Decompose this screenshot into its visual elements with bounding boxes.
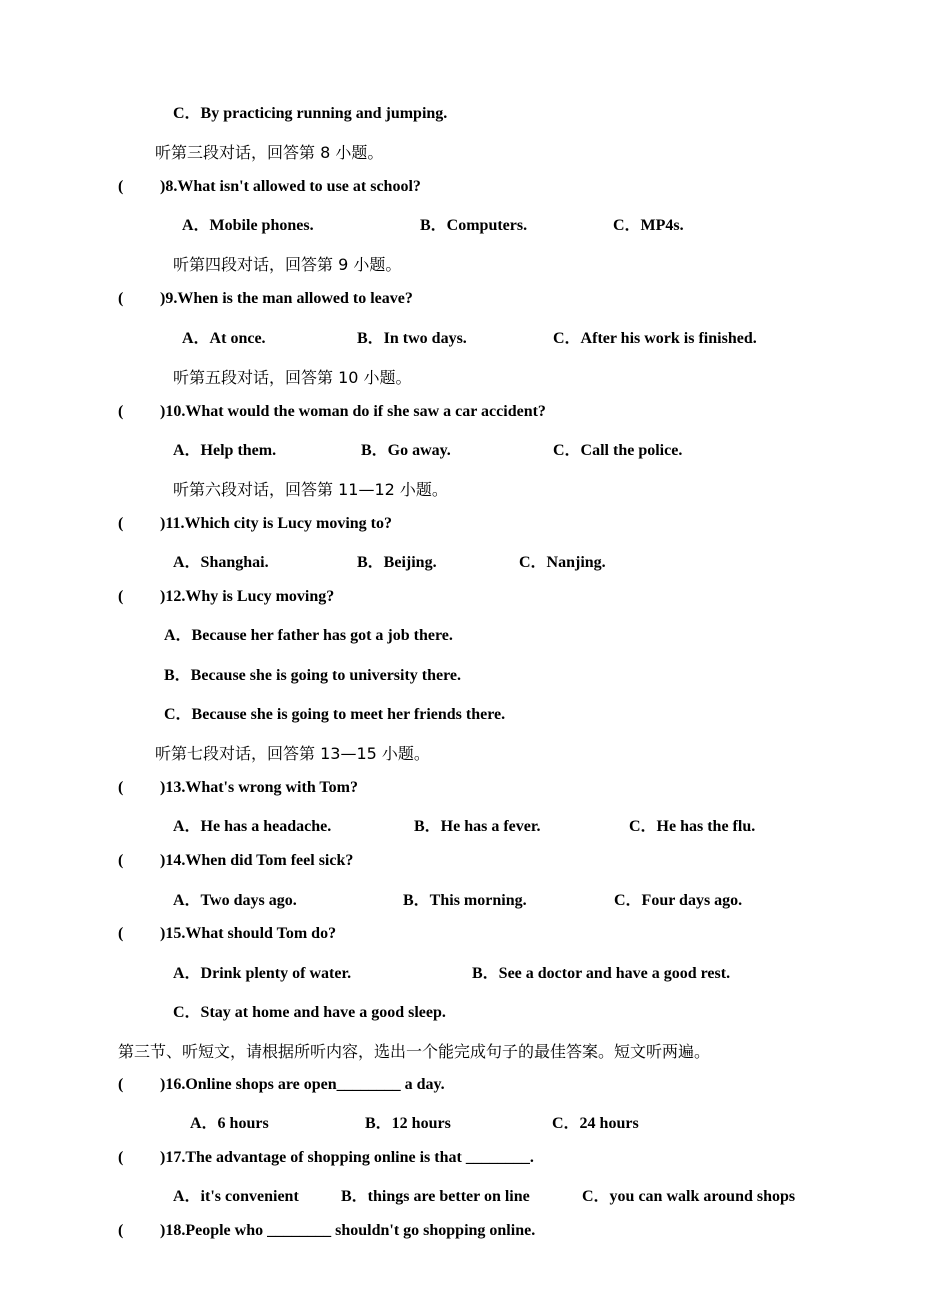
option-16a: A．6 hours [190,1115,269,1132]
option-17b: B．things are better on line [341,1188,530,1205]
option-11a: A．Shanghai. [173,554,269,571]
option-14c: C．Four days ago. [614,892,743,909]
section-header-dialog-7: 听第七段对话，回答第 13—15 小题。 [155,744,430,763]
option-15a: A．Drink plenty of water. [173,965,352,982]
option-9c: C．After his work is finished. [553,330,757,347]
option-12a: A．Because her father has got a job there. [164,627,453,644]
question-11: ( )11.Which city is Lucy moving to? [118,515,393,532]
option-10c: C．Call the police. [553,442,683,459]
answer-blank[interactable]: ( [118,1076,124,1093]
question-9: ( )9.When is the man allowed to leave? [118,290,413,307]
answer-blank[interactable]: ( [118,290,124,307]
section-header-dialog-3: 听第三段对话，回答第 8 小题。 [155,143,384,162]
option-9a: A．At once. [182,330,266,347]
section-header-dialog-6: 听第六段对话，回答第 11—12 小题。 [173,480,448,499]
option-12b: B．Because she is going to university there. [164,667,462,684]
section-header-dialog-4: 听第四段对话，回答第 9 小题。 [173,255,402,274]
option-16c: C．24 hours [552,1115,639,1132]
option-14b: B．This morning. [403,892,527,909]
answer-blank[interactable]: ( [118,925,124,942]
option-11c: C．Nanjing. [519,554,606,571]
option-10a: A．Help them. [173,442,277,459]
option-14a: A．Two days ago. [173,892,297,909]
answer-blank[interactable]: ( [118,1222,124,1239]
option-8c: C．MP4s. [613,217,684,234]
question-18: ( )18.People who ________ shouldn't go shopping online. [118,1222,536,1239]
option-9b: B．In two days. [357,330,467,347]
option-8a: A．Mobile phones. [182,217,314,234]
question-12: ( )12.Why is Lucy moving? [118,588,335,605]
answer-blank[interactable]: ( [118,515,124,532]
answer-blank[interactable]: ( [118,1149,124,1166]
question-14: ( )14.When did Tom feel sick? [118,852,354,869]
option-10b: B．Go away. [361,442,451,459]
option-16b: B．12 hours [365,1115,451,1132]
option-15b: B．See a doctor and have a good rest. [472,965,731,982]
question-8: ( )8.What isn't allowed to use at school? [118,178,421,195]
option-7c: C．By practicing running and jumping. [173,105,448,122]
question-15: ( )15.What should Tom do? [118,925,337,942]
option-13c: C．He has the flu. [629,818,756,835]
question-17: ( )17.The advantage of shopping online is that ________. [118,1149,534,1166]
option-17c: C．you can walk around shops [582,1188,796,1205]
answer-blank[interactable]: ( [118,178,124,195]
question-10: ( )10.What would the woman do if she saw a car accident? [118,403,546,420]
option-13b: B．He has a fever. [414,818,541,835]
option-12c: C．Because she is going to meet her friends there. [164,706,506,723]
question-13: ( )13.What's wrong with Tom? [118,779,358,796]
option-11b: B．Beijing. [357,554,437,571]
section-header-dialog-5: 听第五段对话，回答第 10 小题。 [173,368,412,387]
answer-blank[interactable]: ( [118,779,124,796]
answer-blank[interactable]: ( [118,852,124,869]
option-8b: B．Computers. [420,217,528,234]
option-13a: A．He has a headache. [173,818,332,835]
option-15c: C．Stay at home and have a good sleep. [173,1004,446,1021]
section-3-instructions: 第三节、听短文，请根据所听内容，选出一个能完成句子的最佳答案。短文听两遍。 [118,1042,711,1061]
question-16: ( )16.Online shops are open________ a day. [118,1076,445,1093]
answer-blank[interactable]: ( [118,588,124,605]
option-17a: A．it's convenient [173,1188,299,1205]
answer-blank[interactable]: ( [118,403,124,420]
